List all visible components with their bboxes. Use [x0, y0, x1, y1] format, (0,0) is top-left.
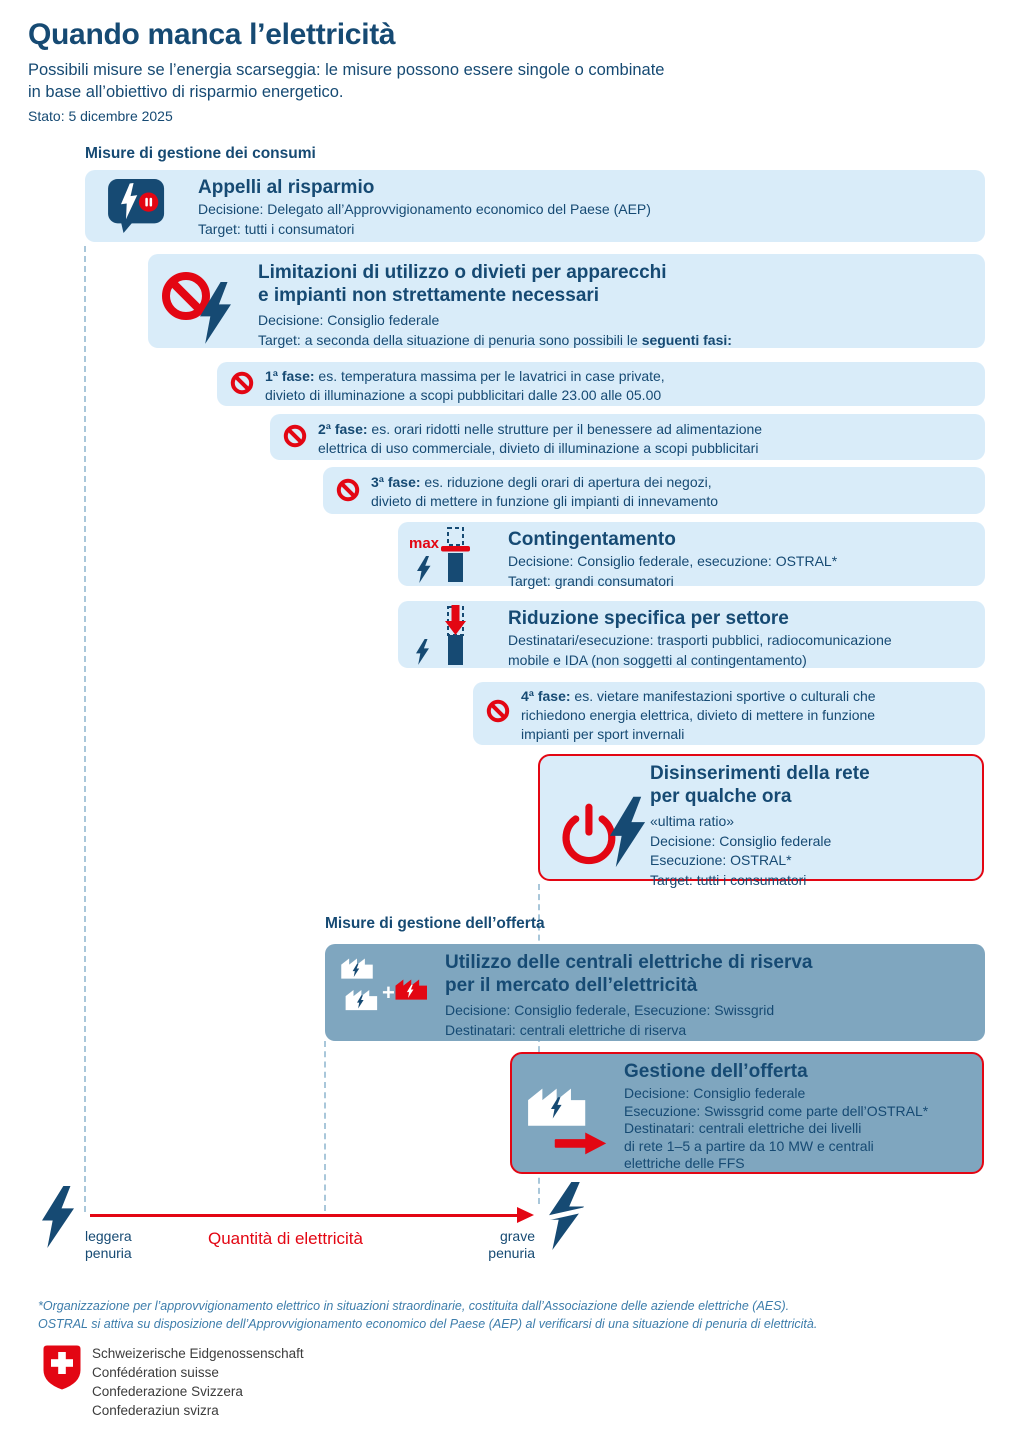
box-disinserimenti	[538, 754, 984, 888]
phase-line-2: divieto di illuminazione a scopi pubblicitari dalle 23.00 alle 05.00	[265, 387, 662, 403]
body-line-1: Decisione: Consiglio federale	[624, 1085, 806, 1101]
target-line	[258, 332, 732, 350]
wordmark-line-2: Confédération suisse	[92, 1365, 219, 1380]
body-line-1: Destinatari/esecuzione: trasporti pubblici, radiocomunicazione	[508, 632, 892, 648]
confederation-wordmark	[92, 1344, 304, 1420]
page-title: Quando manca l’elettricità	[28, 18, 396, 51]
box-title-line-2: e impianti non strettamente necessari	[258, 285, 600, 306]
phase-label: 4ª fase:	[521, 688, 571, 704]
target-bold: seguenti fasi:	[641, 331, 732, 348]
phase-line-1	[265, 367, 665, 386]
ban-icon	[336, 478, 360, 502]
phase-text	[521, 687, 876, 744]
reduction-arrow-bar-icon	[408, 605, 470, 667]
subtitle-line-2: in base all’obiettivo di risparmio energetico.	[28, 82, 344, 101]
box-title-line-1: Limitazioni di utilizzo o divieti per apparecchi	[258, 262, 667, 283]
timeline-dashed-line-left	[84, 246, 86, 1212]
status-date: Stato: 5 dicembre 2025	[28, 108, 173, 124]
max-label: max	[409, 535, 440, 552]
target-line: Destinatari: centrali elettriche di riserva	[445, 1021, 687, 1038]
box-title: Appelli al risparmio	[198, 177, 375, 198]
ban-icon	[283, 424, 307, 448]
power-off-lightning-icon	[560, 792, 656, 874]
box-phase-4	[473, 682, 985, 745]
section-heading-offerta: Misure di gestione dell’offerta	[325, 915, 545, 932]
savings-appeal-speech-bubble-icon	[107, 178, 169, 234]
ban-icon	[486, 699, 510, 723]
ban-lightning-icon	[160, 270, 238, 348]
footnote-line-2: OSTRAL si attiva su disposizione dell’Approvvigionamento economico del Paese (AEP) al verificarsi di una situazione di penuria di elettricità.	[38, 1317, 818, 1331]
axis-label-grave-penuria	[445, 1228, 535, 1262]
body-line-4: di rete 1–5 a partire da 10 MW e centrali	[624, 1137, 874, 1154]
axis-label-leggera-penuria	[85, 1228, 132, 1262]
phase-label: 3ª fase:	[371, 474, 421, 490]
box-title-line-1: Disinserimenti della rete	[650, 763, 870, 784]
phase-label: 1ª fase:	[265, 368, 315, 384]
box-content	[624, 1060, 928, 1173]
lightning-icon-light-shortage	[42, 1186, 74, 1248]
execution-line: Esecuzione: OSTRAL*	[650, 852, 792, 868]
axis-label-line: penuria	[85, 1245, 132, 1261]
target-line: Target: tutti i consumatori	[198, 220, 355, 237]
decision-line: Decisione: Delegato all’Approvvigionamento economico del Paese (AEP)	[198, 201, 651, 217]
swiss-shield-logo	[42, 1344, 82, 1391]
phase-line-1	[318, 420, 762, 439]
phase-line-1	[371, 473, 718, 492]
box-phase-2	[270, 414, 985, 460]
body-line-5: elettriche delle FFS	[624, 1155, 745, 1171]
phase-line-2: elettrica di uso commerciale, divieto di illuminazione a scopi pubblicitari	[318, 440, 759, 456]
phase-line-1-text: es. riduzione degli orari di apertura dei negozi,	[420, 474, 712, 490]
ban-icon	[230, 371, 254, 395]
ultima-ratio-line: «ultima ratio»	[650, 813, 735, 829]
decision-line: Decisione: Consiglio federale	[650, 832, 832, 849]
axis-label-line: grave	[499, 1228, 535, 1244]
target-line: Target: grandi consumatori	[508, 572, 674, 589]
box-gestione-offerta	[510, 1052, 984, 1174]
axis-label-line: leggera	[85, 1228, 132, 1244]
decision-line: Decisione: Consiglio federale, esecuzione: OSTRAL*	[508, 553, 838, 569]
box-title: Contingentamento	[508, 529, 676, 550]
target-line: Target: tutti i consumatori	[650, 871, 807, 888]
phase-line-1-text: es. orari ridotti nelle strutture per il benessere ad alimentazione	[367, 421, 763, 437]
footnote	[38, 1297, 817, 1333]
decision-line: Decisione: Consiglio federale, Esecuzione: Swissgrid	[445, 1002, 775, 1018]
box-riduzione	[398, 601, 985, 668]
box-limitazioni	[148, 254, 985, 348]
footnote-line-1: *Organizzazione per l’approvvigionamento elettrico in situazioni straordinarie, costituita dall’Associazione delle aziende elettriche (AES).	[38, 1299, 790, 1313]
box-content	[650, 762, 870, 889]
timeline-dashed-line-middle	[324, 1041, 326, 1211]
quantity-axis-arrow	[90, 1214, 518, 1217]
phase-text	[371, 473, 718, 511]
axis-title-quantita: Quantità di elettricità	[208, 1229, 363, 1248]
phase-line-1	[521, 687, 876, 706]
phase-label: 2ª fase:	[318, 421, 368, 437]
box-phase-1	[217, 362, 985, 406]
box-phase-3	[323, 467, 985, 514]
phase-line-2: richiedono energia elettrica, divieto di mettere in funzione	[521, 707, 876, 723]
power-plant-supply-arrow-icon	[526, 1082, 614, 1162]
box-title-line-2: per il mercato dell’elettricità	[445, 975, 698, 996]
wordmark-line-1: Schweizerische Eidgenossenschaft	[92, 1346, 304, 1361]
lightning-icon-severe-shortage	[546, 1182, 584, 1250]
box-content	[508, 528, 837, 590]
phase-line-3: impianti per sport invernali	[521, 726, 685, 742]
axis-label-line: penuria	[488, 1245, 535, 1261]
quantity-axis-arrowhead	[517, 1207, 534, 1223]
box-utilizzo-centrali-riserva	[325, 944, 985, 1041]
box-appelli-al-risparmio	[85, 170, 985, 242]
box-content	[198, 176, 651, 238]
phase-text	[265, 367, 665, 405]
box-title: Gestione dell’offerta	[624, 1061, 808, 1082]
decision-line: Decisione: Consiglio federale	[258, 312, 440, 328]
box-title-line-2: per qualche ora	[650, 786, 792, 807]
page-subtitle	[28, 60, 664, 103]
section-heading-consumi: Misure di gestione dei consumi	[85, 145, 316, 162]
body-line-3: Destinatari: centrali elettriche dei livelli	[624, 1120, 862, 1136]
box-title: Riduzione specifica per settore	[508, 608, 789, 629]
phase-line-1-text: es. temperatura massima per le lavatrici in case private,	[314, 368, 665, 384]
phase-line-2: divieto di mettere in funzione gli impianti di innevamento	[371, 493, 719, 509]
subtitle-line-1: Possibili misure se l’energia scarseggia: le misure possono essere singole o combinate	[28, 61, 665, 79]
phase-text	[318, 420, 762, 458]
plus-label: +	[382, 980, 395, 1005]
body-line-2: mobile e IDA (non soggetti al contingentamento)	[508, 651, 807, 668]
phase-line-1-text: es. vietare manifestazioni sportive o culturali che	[570, 688, 876, 704]
box-content	[445, 951, 812, 1039]
box-contingentamento	[398, 522, 985, 589]
box-content	[508, 607, 892, 669]
box-title-line-1: Utilizzo delle centrali elettriche di riserva	[445, 952, 813, 973]
body-line-2: Esecuzione: Swissgrid come parte dell’OSTRAL*	[624, 1102, 929, 1119]
wordmark-line-3: Confederazione Svizzera	[92, 1384, 243, 1399]
target-prefix: Target: a seconda della situazione di penuria sono possibili le	[258, 331, 642, 348]
wordmark-line-4: Confederaziun svizra	[92, 1403, 219, 1418]
box-content	[258, 261, 732, 349]
